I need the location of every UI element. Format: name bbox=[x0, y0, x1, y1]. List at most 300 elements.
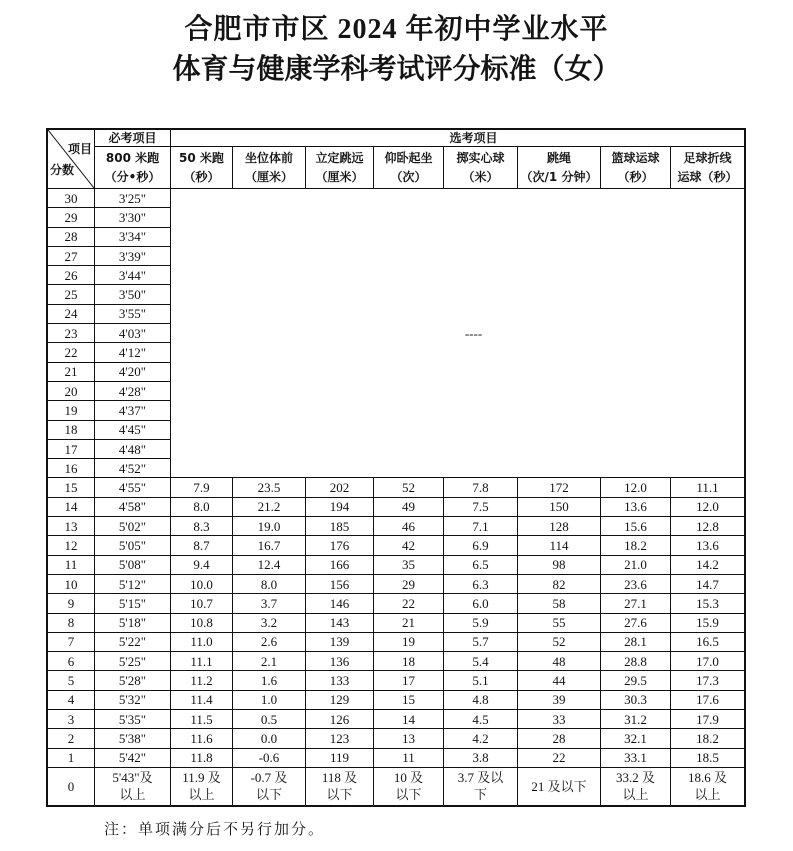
medicine-ball-throw-value: 5.9 bbox=[472, 615, 489, 631]
run-800m-cell bbox=[95, 401, 170, 419]
sprint-50m-cell bbox=[171, 633, 232, 651]
score-value: 12 bbox=[64, 537, 78, 553]
sprint-50m-value: 10.0 bbox=[190, 576, 213, 592]
medicine-ball-throw-cell bbox=[444, 729, 517, 747]
run-800m-value: 4'58" bbox=[118, 499, 147, 515]
football-zigzag-dribble-cell bbox=[671, 710, 744, 728]
jump-rope-value: 172 bbox=[549, 480, 569, 496]
run-800m-value: 4'03" bbox=[118, 325, 147, 341]
standing-long-jump-value: 136 bbox=[329, 653, 350, 669]
standing-long-jump-cell bbox=[306, 652, 373, 670]
sprint-50m-cell bbox=[171, 691, 232, 709]
jump-rope-cell bbox=[518, 536, 600, 554]
run-800m-value: 3'39" bbox=[118, 248, 147, 264]
sit-ups-cell bbox=[374, 517, 443, 535]
score-cell bbox=[48, 305, 94, 323]
run-800m-cell bbox=[95, 208, 170, 226]
sprint-50m-value: 11.6 bbox=[190, 730, 213, 746]
score-value: 13 bbox=[64, 518, 78, 534]
football-zigzag-dribble-cell bbox=[671, 498, 744, 516]
sit-and-reach-cell bbox=[233, 556, 305, 574]
basketball-dribble-value: 27.1 bbox=[624, 595, 647, 611]
sprint-50m-value: 8.3 bbox=[193, 518, 210, 534]
score-value: 17 bbox=[64, 441, 78, 457]
medicine-ball-throw-cell bbox=[444, 575, 517, 593]
score-value: 20 bbox=[64, 383, 78, 399]
run-800m-cell bbox=[95, 459, 170, 477]
football-zigzag-dribble-cell bbox=[671, 478, 744, 496]
run-800m-cell bbox=[95, 363, 170, 381]
jump-rope-value: 82 bbox=[552, 576, 566, 592]
corner-label-score: 分数 bbox=[50, 163, 75, 177]
medicine-ball-throw-cell bbox=[444, 768, 517, 805]
run-800m-value: 4'28" bbox=[118, 383, 147, 399]
jump-rope-value: 44 bbox=[552, 673, 566, 689]
medicine-ball-throw-value: 7.8 bbox=[472, 480, 489, 496]
sit-ups-value: 17 bbox=[402, 673, 415, 689]
basketball-dribble-cell bbox=[601, 691, 670, 709]
sit-and-reach-cell bbox=[233, 478, 305, 496]
basketball-dribble-value: 12.0 bbox=[624, 480, 647, 496]
score-cell bbox=[48, 247, 94, 265]
jump-rope-cell bbox=[518, 749, 600, 767]
sit-and-reach-value: 2.1 bbox=[260, 653, 278, 669]
football-zigzag-dribble-value: 13.6 bbox=[696, 537, 719, 553]
football-zigzag-dribble-cell bbox=[671, 536, 744, 554]
basketball-dribble-cell bbox=[601, 633, 670, 651]
sit-ups-value-line-1: 10 及 bbox=[393, 770, 424, 786]
sprint-50m-cell bbox=[171, 710, 232, 728]
column-header-jump-rope bbox=[518, 147, 600, 188]
run-800m-value: 5'18" bbox=[118, 615, 147, 631]
sit-ups-value: 11 bbox=[402, 750, 415, 766]
sit-ups-cell bbox=[374, 536, 443, 554]
sit-ups-cell bbox=[374, 614, 443, 632]
run-800m-value: 5'25" bbox=[118, 653, 147, 669]
sit-and-reach-cell bbox=[233, 498, 305, 516]
sit-and-reach-cell bbox=[233, 749, 305, 767]
title-line-1: 合肥市市区 2024 年初中学业水平 bbox=[184, 14, 609, 45]
standing-long-jump-value: 129 bbox=[329, 692, 350, 708]
run-800m-value: 5'32" bbox=[118, 692, 147, 708]
jump-rope-cell bbox=[518, 710, 600, 728]
sprint-50m-value: 7.9 bbox=[193, 480, 210, 496]
sprint-50m-cell bbox=[171, 749, 232, 767]
medicine-ball-throw-value: 6.0 bbox=[472, 595, 489, 611]
run-800m-value: 5'05" bbox=[118, 537, 147, 553]
standing-long-jump-value: 123 bbox=[329, 730, 350, 746]
jump-rope-cell bbox=[518, 556, 600, 574]
run-800m-cell bbox=[95, 189, 170, 207]
run-800m-value: 3'44" bbox=[118, 267, 147, 283]
score-value: 22 bbox=[64, 345, 78, 361]
sit-ups-cell bbox=[374, 575, 443, 593]
score-cell bbox=[48, 459, 94, 477]
score-cell bbox=[48, 324, 94, 342]
medicine-ball-throw-cell bbox=[444, 478, 517, 496]
basketball-dribble-value: 23.6 bbox=[624, 576, 647, 592]
score-value: 28 bbox=[64, 229, 78, 245]
required-items-header bbox=[95, 130, 170, 146]
standing-long-jump-value: 185 bbox=[329, 518, 350, 534]
football-zigzag-dribble-value: 14.2 bbox=[696, 557, 719, 573]
score-cell bbox=[48, 440, 94, 458]
score-cell bbox=[48, 208, 94, 226]
sit-ups-value: 49 bbox=[402, 499, 415, 515]
sit-ups-cell bbox=[374, 768, 443, 805]
sit-and-reach-cell bbox=[233, 536, 305, 554]
sit-and-reach-value: 12.4 bbox=[257, 557, 281, 573]
football-zigzag-dribble-value: 18.2 bbox=[696, 730, 719, 746]
medicine-ball-throw-value-line-2: 下 bbox=[473, 787, 487, 803]
sit-ups-value: 15 bbox=[402, 692, 415, 708]
sit-ups-value: 21 bbox=[402, 615, 415, 631]
sit-and-reach-cell bbox=[233, 594, 305, 612]
sit-and-reach-cell bbox=[233, 691, 305, 709]
medicine-ball-throw-value-line-1: 3.7 及以 bbox=[457, 770, 504, 786]
sprint-50m-value: 10.7 bbox=[190, 595, 213, 611]
football-zigzag-dribble-cell bbox=[671, 517, 744, 535]
medicine-ball-throw-cell bbox=[444, 556, 517, 574]
sprint-50m-value: 9.4 bbox=[193, 557, 210, 573]
sprint-50m-cell bbox=[171, 594, 232, 612]
run-800m-cell bbox=[95, 421, 170, 439]
sit-ups-cell bbox=[374, 671, 443, 689]
jump-rope-value: 33 bbox=[552, 711, 566, 727]
standing-long-jump-cell bbox=[306, 556, 373, 574]
elective-not-applicable-cell bbox=[171, 189, 744, 477]
score-cell bbox=[48, 498, 94, 516]
medicine-ball-throw-cell bbox=[444, 633, 517, 651]
score-value: 14 bbox=[64, 499, 78, 515]
jump-rope-cell bbox=[518, 614, 600, 632]
run-800m-cell bbox=[95, 517, 170, 535]
sprint-50m-cell bbox=[171, 652, 232, 670]
table-corner-header bbox=[48, 130, 94, 188]
column-header-line-2: （秒） bbox=[617, 169, 654, 184]
standing-long-jump-value-line-2: 以下 bbox=[326, 787, 353, 803]
jump-rope-value: 48 bbox=[552, 653, 566, 669]
basketball-dribble-value: 28.1 bbox=[624, 634, 647, 650]
medicine-ball-throw-value: 6.3 bbox=[472, 576, 489, 592]
score-value: 2 bbox=[67, 730, 75, 746]
sit-and-reach-cell bbox=[233, 614, 305, 632]
score-cell bbox=[48, 189, 94, 207]
run-800m-value: 5'38" bbox=[118, 730, 147, 746]
score-cell bbox=[48, 671, 94, 689]
sprint-50m-cell bbox=[171, 517, 232, 535]
run-800m-value: 3'30" bbox=[118, 209, 147, 225]
medicine-ball-throw-cell bbox=[444, 652, 517, 670]
basketball-dribble-value: 29.5 bbox=[624, 673, 647, 689]
jump-rope-value: 150 bbox=[549, 499, 569, 515]
run-800m-cell bbox=[95, 671, 170, 689]
run-800m-value: 5'35" bbox=[118, 711, 147, 727]
sprint-50m-value-line-2: 以上 bbox=[188, 787, 215, 803]
score-value: 9 bbox=[67, 595, 75, 611]
sit-and-reach-cell bbox=[233, 652, 305, 670]
football-zigzag-dribble-value: 17.9 bbox=[696, 711, 719, 727]
basketball-dribble-value: 33.1 bbox=[624, 750, 647, 766]
run-800m-value: 4'12" bbox=[118, 345, 147, 361]
football-zigzag-dribble-value: 12.0 bbox=[696, 499, 719, 515]
run-800m-cell bbox=[95, 478, 170, 496]
score-value: 1 bbox=[67, 750, 75, 766]
sit-and-reach-value: 21.2 bbox=[257, 499, 281, 515]
basketball-dribble-value: 28.8 bbox=[624, 653, 647, 669]
score-cell bbox=[48, 401, 94, 419]
score-value: 7 bbox=[67, 634, 75, 650]
score-value: 6 bbox=[67, 653, 75, 669]
standing-long-jump-cell bbox=[306, 768, 373, 805]
medicine-ball-throw-value: 4.5 bbox=[472, 711, 489, 727]
run-800m-cell bbox=[95, 266, 170, 284]
sit-ups-cell bbox=[374, 633, 443, 651]
basketball-dribble-value: 31.2 bbox=[624, 711, 647, 727]
jump-rope-cell bbox=[518, 594, 600, 612]
run-800m-value: 4'48" bbox=[118, 441, 147, 457]
sit-ups-value: 29 bbox=[402, 576, 415, 592]
basketball-dribble-cell bbox=[601, 556, 670, 574]
medicine-ball-throw-value: 6.9 bbox=[472, 537, 489, 553]
jump-rope-value: 114 bbox=[549, 537, 569, 553]
score-cell bbox=[48, 768, 94, 805]
score-cell bbox=[48, 478, 94, 496]
score-value: 3 bbox=[67, 711, 75, 727]
basketball-dribble-value: 32.1 bbox=[624, 730, 647, 746]
column-header-run-800m bbox=[95, 147, 170, 188]
sit-ups-value: 52 bbox=[402, 480, 415, 496]
sit-ups-cell bbox=[374, 749, 443, 767]
run-800m-cell bbox=[95, 556, 170, 574]
football-zigzag-dribble-cell bbox=[671, 671, 744, 689]
sprint-50m-value: 11.8 bbox=[190, 750, 213, 766]
sit-and-reach-value: 3.2 bbox=[260, 615, 278, 631]
sprint-50m-value: 10.8 bbox=[190, 615, 213, 631]
basketball-dribble-cell bbox=[601, 729, 670, 747]
medicine-ball-throw-cell bbox=[444, 710, 517, 728]
basketball-dribble-cell bbox=[601, 749, 670, 767]
medicine-ball-throw-cell bbox=[444, 498, 517, 516]
sit-and-reach-value: 23.5 bbox=[257, 480, 281, 496]
sit-and-reach-value: 2.6 bbox=[260, 634, 278, 650]
basketball-dribble-value-line-1: 33.2 及 bbox=[615, 770, 655, 786]
jump-rope-value: 28 bbox=[552, 730, 566, 746]
football-zigzag-dribble-value: 17.6 bbox=[696, 692, 719, 708]
standing-long-jump-value: 146 bbox=[329, 595, 350, 611]
football-zigzag-dribble-cell bbox=[671, 729, 744, 747]
score-cell bbox=[48, 575, 94, 593]
score-cell bbox=[48, 710, 94, 728]
column-header-basketball-dribble bbox=[601, 147, 670, 188]
jump-rope-cell bbox=[518, 633, 600, 651]
run-800m-value: 4'45" bbox=[118, 422, 147, 438]
column-header-line-2: （米） bbox=[462, 169, 499, 184]
sit-and-reach-value-line-2: 以下 bbox=[255, 787, 282, 803]
run-800m-cell bbox=[95, 768, 170, 805]
medicine-ball-throw-value: 4.2 bbox=[472, 730, 489, 746]
score-value: 15 bbox=[64, 480, 78, 496]
sit-ups-value: 13 bbox=[402, 730, 415, 746]
standing-long-jump-value: 166 bbox=[329, 557, 350, 573]
football-zigzag-dribble-value: 17.0 bbox=[696, 653, 719, 669]
run-800m-cell bbox=[95, 614, 170, 632]
column-header-line-2: （次） bbox=[390, 169, 427, 184]
sit-ups-value: 14 bbox=[402, 711, 415, 727]
standing-long-jump-value: 119 bbox=[329, 750, 350, 766]
standing-long-jump-value: 194 bbox=[329, 499, 350, 515]
scoring-table bbox=[46, 128, 746, 807]
sprint-50m-cell bbox=[171, 556, 232, 574]
run-800m-value: 4'20" bbox=[118, 364, 147, 380]
required-items-label: 必考项目 bbox=[108, 131, 157, 145]
standing-long-jump-cell bbox=[306, 614, 373, 632]
sit-and-reach-value: 1.6 bbox=[260, 673, 278, 689]
football-zigzag-dribble-cell bbox=[671, 691, 744, 709]
run-800m-value-line-2: 以上 bbox=[119, 787, 146, 803]
sit-ups-cell bbox=[374, 729, 443, 747]
sprint-50m-value-line-1: 11.9 及 bbox=[182, 770, 221, 786]
column-header-line-2: （分•秒） bbox=[104, 169, 161, 184]
score-cell bbox=[48, 749, 94, 767]
sit-and-reach-value: 0.0 bbox=[260, 730, 278, 746]
sprint-50m-cell bbox=[171, 575, 232, 593]
jump-rope-cell bbox=[518, 691, 600, 709]
run-800m-cell bbox=[95, 536, 170, 554]
medicine-ball-throw-cell bbox=[444, 691, 517, 709]
jump-rope-value: 128 bbox=[549, 518, 569, 534]
column-header-line-1: 掷实心球 bbox=[456, 150, 505, 165]
medicine-ball-throw-cell bbox=[444, 614, 517, 632]
column-header-medicine-ball-throw bbox=[444, 147, 517, 188]
sit-and-reach-value: 3.7 bbox=[260, 595, 278, 611]
basketball-dribble-value: 18.2 bbox=[624, 537, 647, 553]
standing-long-jump-cell bbox=[306, 575, 373, 593]
score-value: 30 bbox=[64, 190, 78, 206]
diagonal-divider bbox=[48, 130, 94, 188]
column-header-line-1: 800 米跑 bbox=[105, 150, 160, 165]
run-800m-cell bbox=[95, 710, 170, 728]
column-header-sprint-50m bbox=[171, 147, 232, 188]
run-800m-value: 5'22" bbox=[118, 634, 147, 650]
score-value: 23 bbox=[64, 325, 78, 341]
sprint-50m-cell bbox=[171, 478, 232, 496]
jump-rope-cell bbox=[518, 671, 600, 689]
sit-ups-cell bbox=[374, 498, 443, 516]
column-header-standing-long-jump bbox=[306, 147, 373, 188]
basketball-dribble-cell bbox=[601, 594, 670, 612]
standing-long-jump-cell bbox=[306, 729, 373, 747]
run-800m-value: 4'37" bbox=[118, 402, 147, 418]
sprint-50m-cell bbox=[171, 536, 232, 554]
run-800m-cell bbox=[95, 247, 170, 265]
run-800m-cell bbox=[95, 285, 170, 303]
sit-and-reach-cell bbox=[233, 671, 305, 689]
basketball-dribble-cell bbox=[601, 498, 670, 516]
score-cell bbox=[48, 363, 94, 381]
score-value: 24 bbox=[64, 306, 78, 322]
score-value: 21 bbox=[64, 364, 78, 380]
run-800m-cell bbox=[95, 440, 170, 458]
score-cell bbox=[48, 285, 94, 303]
football-zigzag-dribble-value: 14.7 bbox=[696, 576, 719, 592]
sit-and-reach-cell bbox=[233, 633, 305, 651]
basketball-dribble-value: 30.3 bbox=[624, 692, 647, 708]
standing-long-jump-value: 133 bbox=[329, 673, 350, 689]
run-800m-cell bbox=[95, 575, 170, 593]
sprint-50m-cell bbox=[171, 498, 232, 516]
column-header-sit-and-reach bbox=[233, 147, 305, 188]
run-800m-cell bbox=[95, 343, 170, 361]
score-value: 4 bbox=[67, 692, 75, 708]
score-cell bbox=[48, 382, 94, 400]
sprint-50m-cell bbox=[171, 729, 232, 747]
basketball-dribble-cell bbox=[601, 478, 670, 496]
score-cell bbox=[48, 343, 94, 361]
standing-long-jump-value: 143 bbox=[329, 615, 350, 631]
sit-and-reach-value: 16.7 bbox=[257, 537, 281, 553]
score-value: 10 bbox=[64, 576, 78, 592]
sprint-50m-value: 11.5 bbox=[190, 711, 213, 727]
basketball-dribble-value: 21.0 bbox=[624, 557, 647, 573]
football-zigzag-dribble-cell bbox=[671, 652, 744, 670]
run-800m-cell bbox=[95, 305, 170, 323]
sprint-50m-value: 8.7 bbox=[193, 537, 210, 553]
column-header-line-2: （次/1 分钟） bbox=[520, 169, 598, 184]
sit-ups-value: 42 bbox=[402, 537, 415, 553]
score-cell bbox=[48, 614, 94, 632]
football-zigzag-dribble-value: 16.5 bbox=[696, 634, 719, 650]
column-header-sit-ups bbox=[374, 147, 443, 188]
score-value: 11 bbox=[64, 557, 78, 573]
jump-rope-cell bbox=[518, 768, 600, 805]
standing-long-jump-cell bbox=[306, 536, 373, 554]
football-zigzag-dribble-value: 18.5 bbox=[696, 750, 719, 766]
basketball-dribble-cell bbox=[601, 710, 670, 728]
standing-long-jump-cell bbox=[306, 710, 373, 728]
basketball-dribble-cell bbox=[601, 768, 670, 805]
medicine-ball-throw-value: 3.8 bbox=[472, 750, 489, 766]
score-cell bbox=[48, 556, 94, 574]
score-cell bbox=[48, 594, 94, 612]
football-zigzag-dribble-cell bbox=[671, 594, 744, 612]
football-zigzag-dribble-value: 15.3 bbox=[696, 595, 719, 611]
jump-rope-value: 39 bbox=[552, 692, 566, 708]
sprint-50m-cell bbox=[171, 671, 232, 689]
run-800m-value: 4'55" bbox=[118, 480, 147, 496]
sit-and-reach-value: 1.0 bbox=[260, 692, 278, 708]
run-800m-value: 4'52" bbox=[118, 460, 147, 476]
score-cell bbox=[48, 691, 94, 709]
elective-items-label: 选考项目 bbox=[449, 131, 498, 145]
sprint-50m-value: 11.4 bbox=[190, 692, 213, 708]
football-zigzag-dribble-cell bbox=[671, 768, 744, 805]
sit-and-reach-value-line-1: -0.7 及 bbox=[250, 770, 288, 786]
football-zigzag-dribble-value-line-1: 18.6 及 bbox=[687, 770, 727, 786]
run-800m-cell bbox=[95, 691, 170, 709]
column-header-line-2: （厘米） bbox=[244, 169, 293, 184]
score-cell bbox=[48, 421, 94, 439]
column-header-line-1: 50 米跑 bbox=[179, 150, 224, 165]
standing-long-jump-value: 126 bbox=[329, 711, 350, 727]
sit-and-reach-cell bbox=[233, 768, 305, 805]
standing-long-jump-value: 156 bbox=[329, 576, 350, 592]
run-800m-value: 5'42" bbox=[118, 750, 147, 766]
sit-ups-value: 22 bbox=[402, 595, 415, 611]
basketball-dribble-value: 27.6 bbox=[624, 615, 647, 631]
column-header-line-1: 立定跳远 bbox=[315, 150, 364, 165]
run-800m-value: 5'12" bbox=[118, 576, 147, 592]
